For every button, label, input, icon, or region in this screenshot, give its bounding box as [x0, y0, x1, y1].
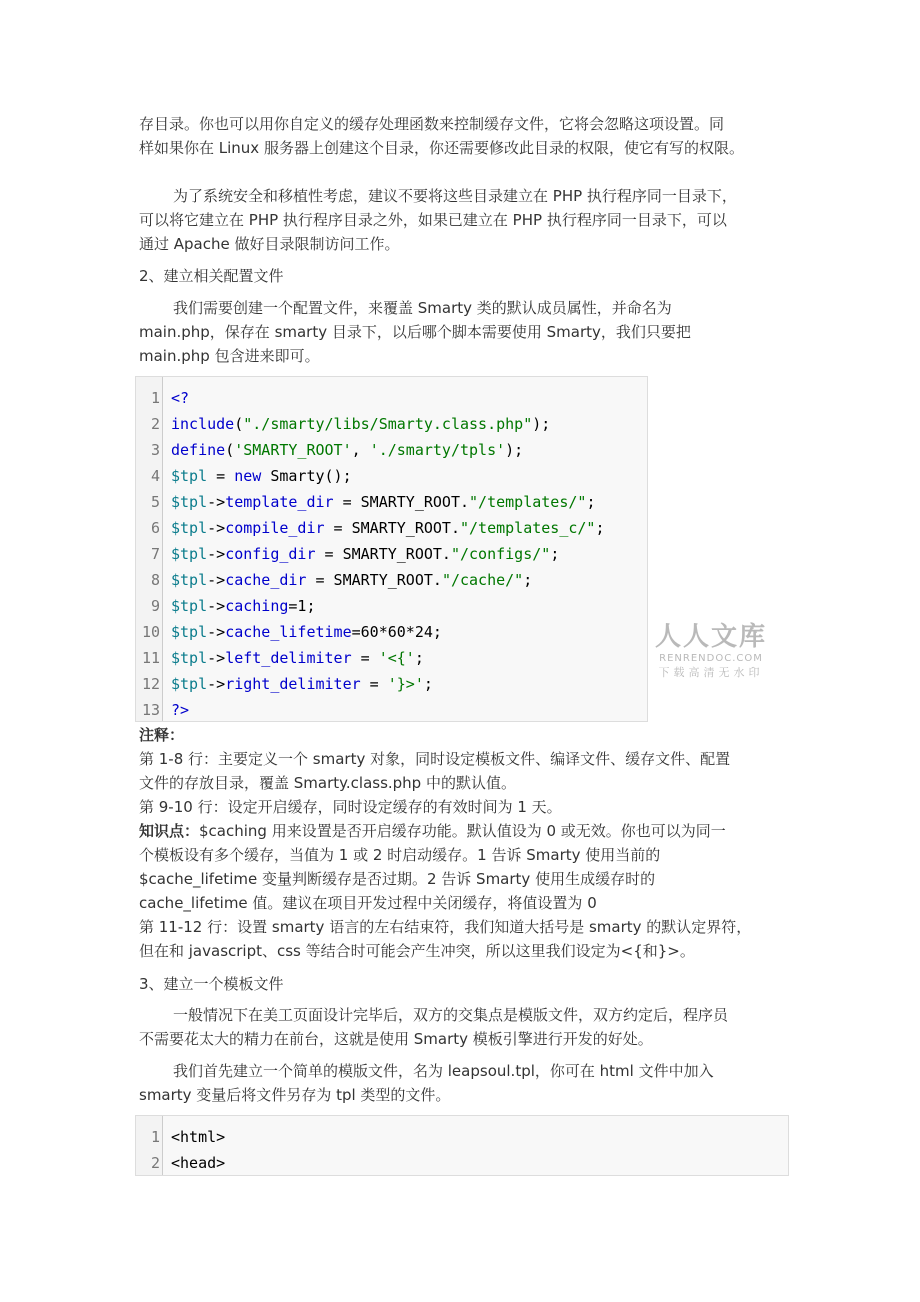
code-text: $tpl->caching=1;	[171, 597, 316, 615]
text-line: 通过 Apache 做好目录限制访问工作。	[139, 235, 400, 253]
note-line: 但在和 javascript、css 等结合时可能会产生冲突，所以这里我们设定为<{和}>。	[139, 942, 695, 960]
text-line: 存目录。你也可以用你自定义的缓存处理函数来控制缓存文件，它将会忽略这项设置。同	[139, 115, 725, 133]
code-text: $tpl = new Smarty();	[171, 467, 352, 485]
watermark	[646, 622, 776, 680]
code-text: $tpl->template_dir = SMARTY_ROOT."/templates/";	[171, 493, 596, 511]
line-number: 3	[150, 441, 160, 459]
line-number: 6	[150, 519, 160, 537]
note-keyword: 知识点：	[139, 822, 200, 840]
text-line: 不需要花太大的精力在前台，这就是使用 Smarty 模板引擎进行开发的好处。	[139, 1030, 653, 1048]
line-number: 2	[150, 415, 160, 433]
watermark-domain: RENRENDOC.COM	[659, 653, 763, 664]
note-line: 第 1-8 行：主要定义一个 smarty 对象，同时设定模板文件、编译文件、缓存文件、配置	[139, 750, 731, 768]
text-line: main.php，保存在 smarty 目录下，以后哪个脚本需要使用 Smarty，我们只要把	[139, 323, 691, 341]
text-line: 一般情况下在美工页面设计完毕后，双方的交集点是模版文件，双方约定后，程序员	[173, 1006, 729, 1024]
text-line: 我们需要创建一个配置文件，来覆盖 Smarty 类的默认成员属性，并命名为	[173, 299, 672, 317]
code-text: include("./smarty/libs/Smarty.class.php");	[171, 415, 551, 433]
line-number: 8	[150, 571, 160, 589]
code-text: define('SMARTY_ROOT', './smarty/tpls');	[171, 441, 524, 459]
code-text: $tpl->cache_dir = SMARTY_ROOT."/cache/";	[171, 571, 533, 589]
note-line: 第 11-12 行：设置 smarty 语言的左右结束符，我们知道大括号是 smarty 的默认定界符，	[139, 918, 752, 936]
code-text: <?	[171, 389, 190, 407]
note-line: 文件的存放目录，覆盖 Smarty.class.php 中的默认值。	[139, 774, 516, 792]
line-number: 11	[141, 649, 160, 667]
text-line: 样如果你在 Linux 服务器上创建这个目录，你还需要修改此目录的权限，使它有写的权限。	[139, 139, 744, 157]
paragraph-tpl-file	[139, 1059, 799, 1107]
line-number: 1	[150, 1128, 160, 1146]
note-line: 个模板设有多个缓存，当值为 1 或 2 时启动缓存。1 告诉 Smarty 使用当前的	[139, 846, 661, 864]
note-line: cache_lifetime 值。建议在项目开发过程中关闭缓存，将值设置为 0	[139, 894, 597, 912]
text-line: 我们首先建立一个简单的模版文件，名为 leapsoul.tpl，你可在 html 文件中加入	[173, 1062, 714, 1080]
code-text: $tpl->right_delimiter = '}>';	[171, 675, 433, 693]
code-text: $tpl->compile_dir = SMARTY_ROOT."/templates_c/";	[171, 519, 605, 537]
notes-lines	[139, 747, 799, 963]
line-number: 2	[150, 1154, 160, 1172]
code-text: ?>	[171, 701, 190, 719]
paragraph-template-intro	[139, 1003, 799, 1051]
line-number: 7	[150, 545, 160, 563]
note-line: $cache_lifetime 变量判断缓存是否过期。2 告诉 Smarty 使用生成缓存时的	[139, 870, 656, 888]
watermark-title: 人人文库	[654, 622, 767, 652]
text-line: main.php 包含进来即可。	[139, 347, 320, 365]
code-text: $tpl->cache_lifetime=60*60*24;	[171, 623, 442, 641]
code-text: <head>	[171, 1154, 226, 1172]
code-block-template	[135, 1115, 789, 1176]
text-line: 可以将它建立在 PHP 执行程序目录之外，如果已建立在 PHP 执行程序同一目录下，可以	[139, 211, 727, 229]
line-number: 5	[150, 493, 160, 511]
line-number: 9	[150, 597, 160, 615]
section-heading-2: 2、建立相关配置文件	[139, 267, 284, 285]
paragraph-cache-dir	[139, 112, 799, 160]
note-line: 知识点：$caching 用来设置是否开启缓存功能。默认值设为 0 或无效。你也可以为同一	[139, 822, 726, 840]
line-number: 10	[141, 623, 160, 641]
code-text: $tpl->config_dir = SMARTY_ROOT."/configs/";	[171, 545, 560, 563]
paragraph-config-intro	[139, 296, 799, 368]
note-line: 第 9-10 行：设定开启缓存，同时设定缓存的有效时间为 1 天。	[139, 798, 562, 816]
line-number: 12	[141, 675, 160, 693]
notes-section	[139, 723, 799, 963]
code-text: <html>	[171, 1128, 226, 1146]
line-number: 4	[150, 467, 160, 485]
watermark-slogan: 下载高清无水印	[658, 666, 764, 679]
text-line: 为了系统安全和移植性考虑，建议不要将这些目录建立在 PHP 执行程序同一目录下，	[173, 187, 737, 205]
paragraph-security	[139, 184, 799, 256]
line-number: 1	[150, 389, 160, 407]
text-line: smarty 变量后将文件另存为 tpl 类型的文件。	[139, 1086, 451, 1104]
code-text: $tpl->left_delimiter = '<{';	[171, 649, 424, 667]
section-heading-3: 3、建立一个模板文件	[139, 975, 284, 993]
code-block-main-php	[135, 376, 648, 722]
line-number: 13	[141, 701, 160, 719]
notes-title: 注释：	[139, 726, 185, 744]
